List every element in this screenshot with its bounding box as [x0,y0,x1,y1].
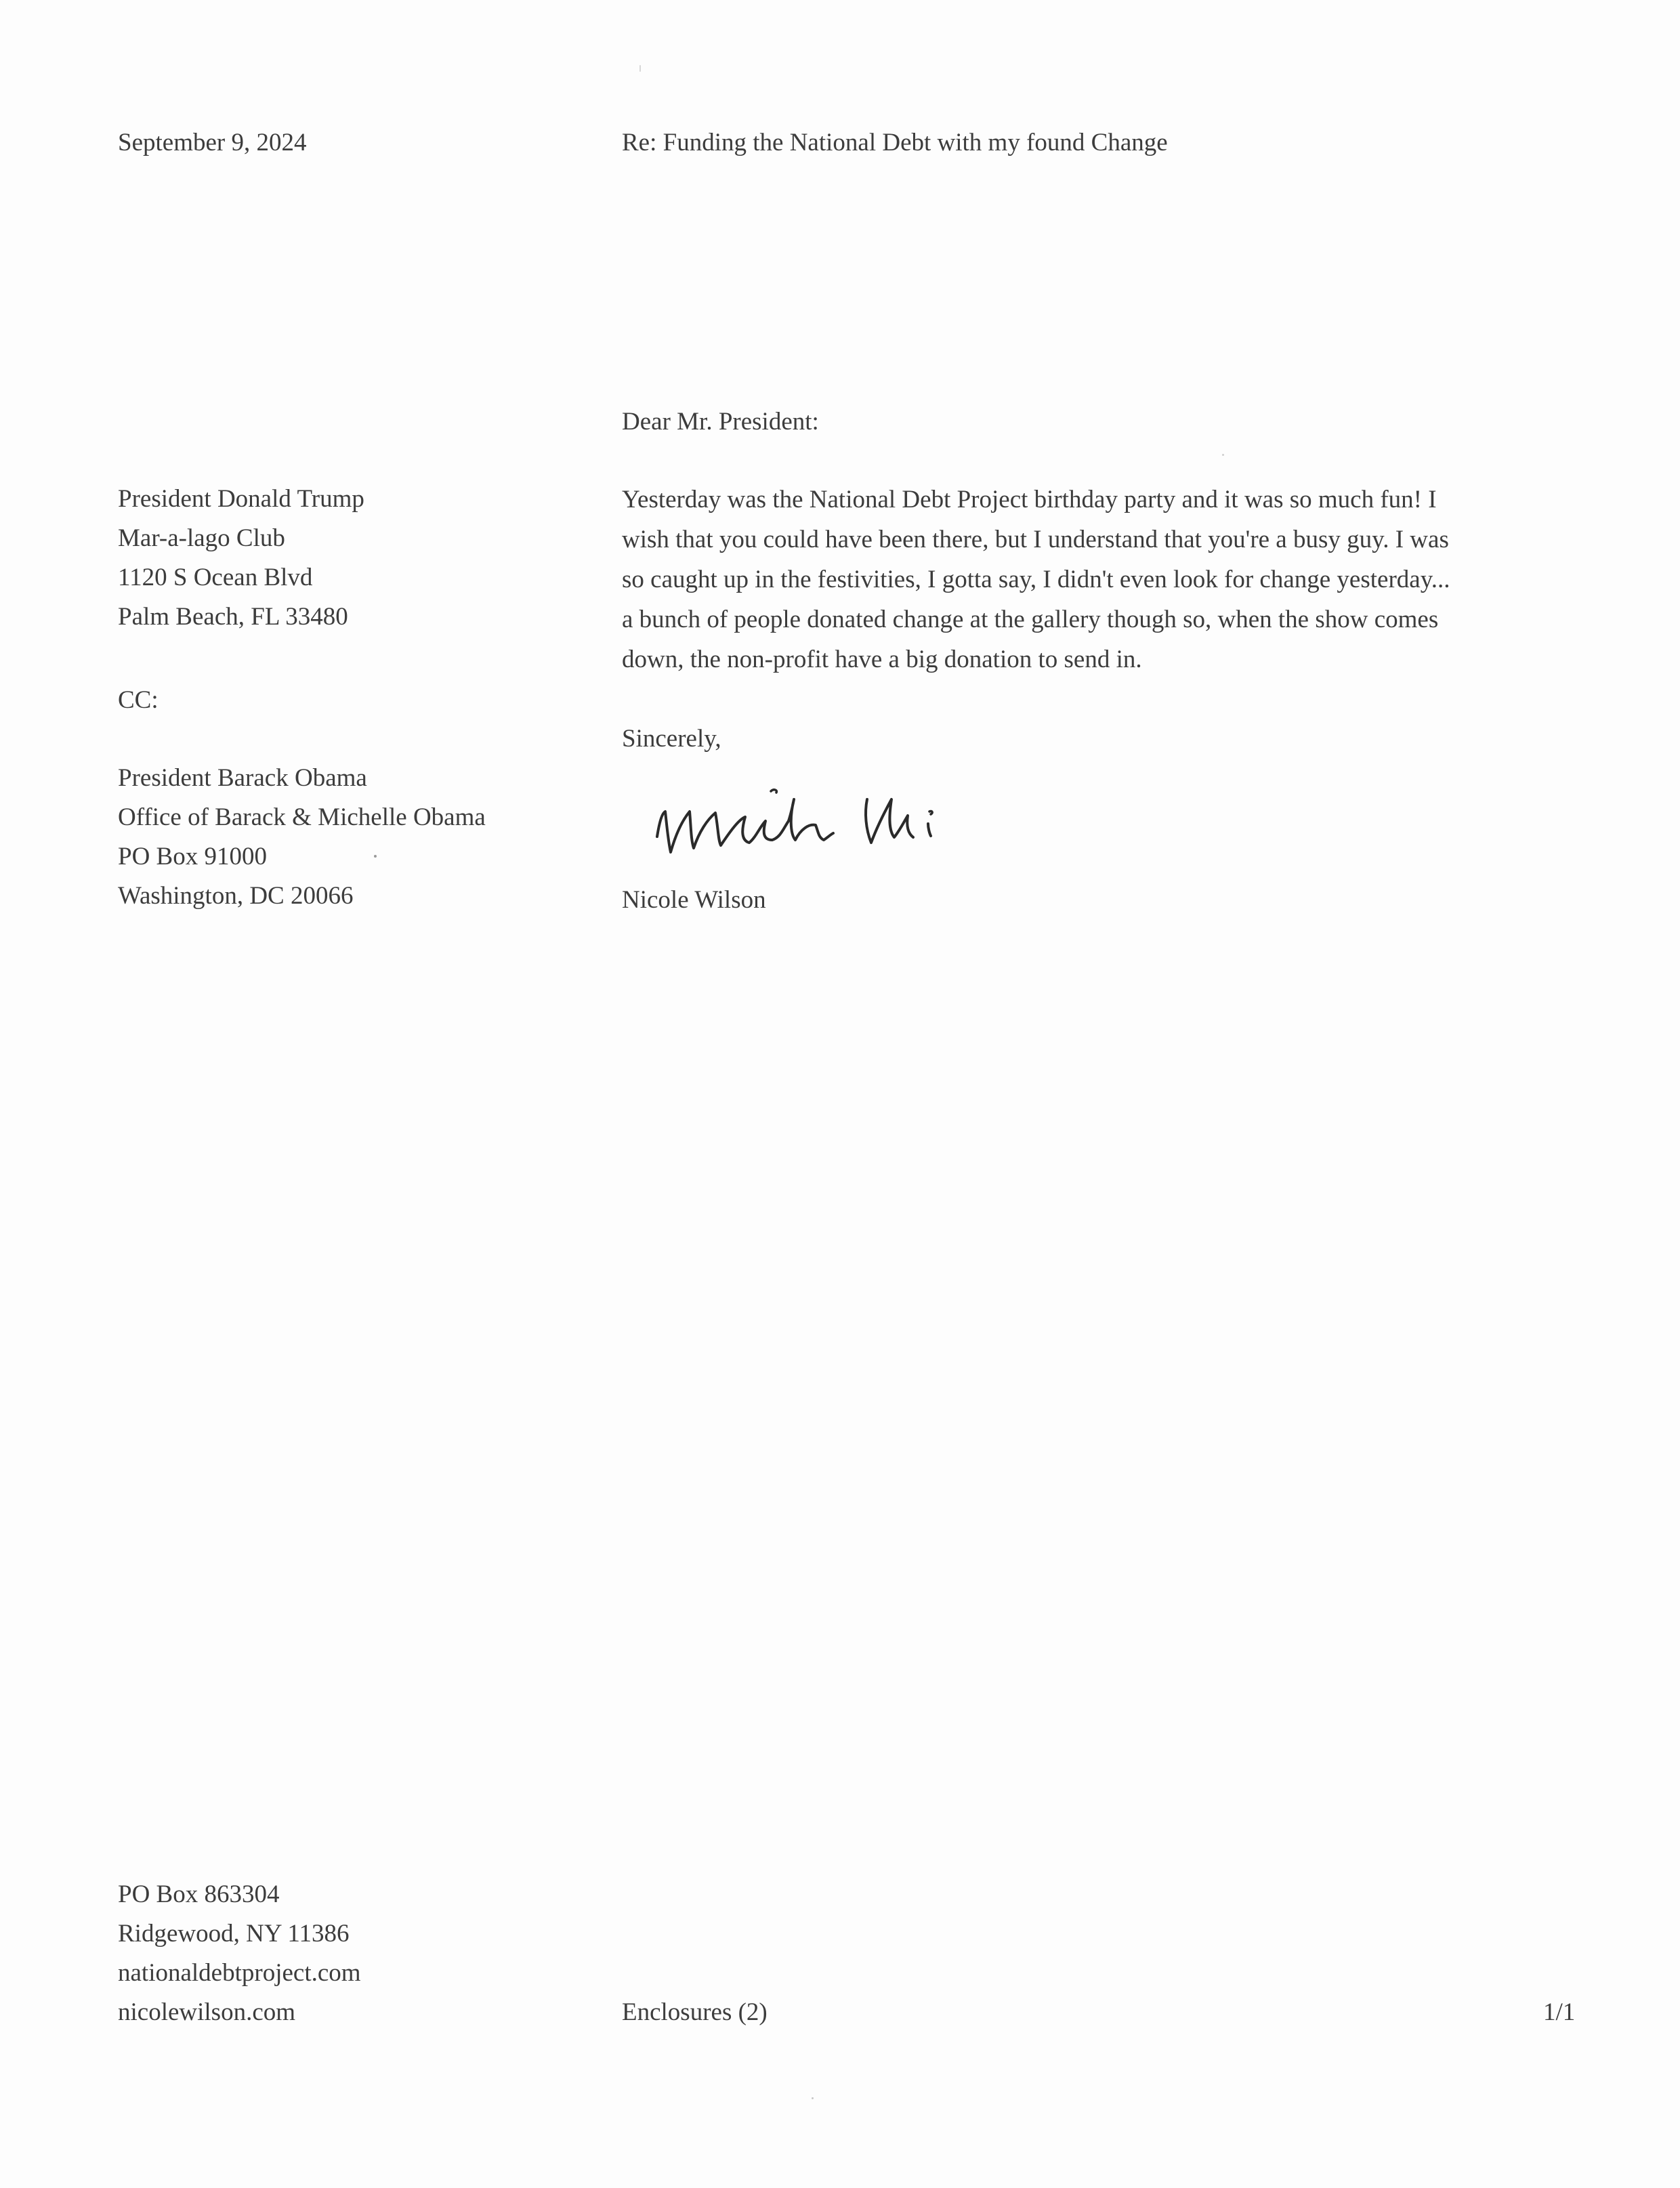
scan-speck [1222,454,1224,456]
body-line: so caught up in the festivities, I gotta say, I didn't even look for change yesterday... [622,566,1450,593]
cc-line: President Barack Obama [118,764,367,792]
scan-speck [374,855,377,858]
sender-address [118,1875,361,2032]
cc-label: CC: [118,686,159,714]
recipient-line: 1120 S Ocean Blvd [118,564,313,591]
recipient-line: President Donald Trump [118,485,364,513]
recipient-line: Palm Beach, FL 33480 [118,603,348,631]
signature-image [650,772,1003,860]
cc-line: Office of Barack & Michelle Obama [118,803,486,831]
letter-date: September 9, 2024 [118,129,307,156]
salutation: Dear Mr. President: [622,408,819,436]
cc-address [118,759,486,916]
letter-body [622,480,1570,679]
closing: Sincerely, [622,725,721,753]
sender-line: Ridgewood, NY 11386 [118,1920,350,1948]
sender-line: nicolewilson.com [118,1998,296,2026]
cc-line: Washington, DC 20066 [118,882,354,910]
body-line: wish that you could have been there, but I understand that you're a busy guy. I was [622,526,1449,553]
scan-speck [639,65,641,72]
cc-line: PO Box 91000 [118,843,267,870]
body-line: Yesterday was the National Debt Project birthday party and it was so much fun! I [622,486,1437,513]
recipient-line: Mar-a-lago Club [118,524,285,552]
letter-subject: Re: Funding the National Debt with my found Change [622,129,1168,156]
body-line: down, the non-profit have a big donation to send in. [622,646,1142,673]
enclosures-note: Enclosures (2) [622,1998,768,2026]
signer-name: Nicole Wilson [622,886,766,914]
scan-speck [812,2097,814,2099]
body-line: a bunch of people donated change at the gallery though so, when the show comes [622,606,1439,633]
sender-line: PO Box 863304 [118,1880,280,1908]
sender-line: nationaldebtproject.com [118,1959,361,1987]
page-number: 1/1 [1543,1998,1576,2026]
recipient-address [118,480,364,637]
